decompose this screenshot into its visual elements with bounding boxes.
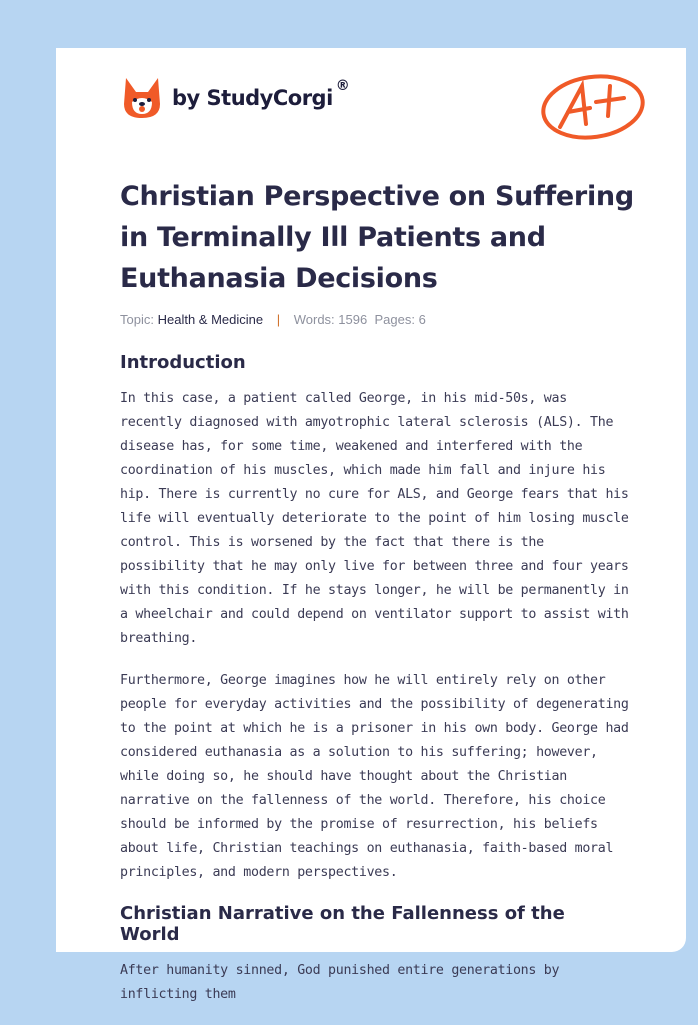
section-heading: Christian Narrative on the Fallenness of the World <box>120 903 565 945</box>
pages-label: Pages: <box>374 312 415 327</box>
essay-body <box>120 352 630 1025</box>
paragraph: In this case, a patient called George, in his mid-50s, was recently diagnosed with amyotrophic lateral sclerosis (ALS). The disease has, for some time, weakened and interfered with the coordination of his muscles, which made him fall and injure his hip. There is currently no cure for ALS, and George fears that his life will eventually deteriorate to the point of him losing muscle control. This is worsened by the fact that there is the possibility that he may only live for between three and four years with this condition. If he stays longer, he will be permanently in a wheelchair and could depend on ventilator support to assist with breathing. <box>120 391 629 646</box>
paragraph: After humanity sinned, God punished entire generations by inflicting them <box>120 963 560 1002</box>
section-heading: Introduction <box>120 352 246 373</box>
paragraph: Furthermore, George imagines how he will entirely rely on other people for everyday activities and the possibility of degenerating to the point at which he is a prisoner in his own body. George had considered euthanasia as a solution to his suffering; however, while doing so, he should have thought about the Christian narrative on the fallenness of the world. Therefore, his choice should be informed by the promise of resurrection, his beliefs about life, Christian teachings on euthanasia, faith-based moral principles, and modern perspectives. <box>120 673 629 880</box>
topic-link[interactable]: Health & Medicine <box>157 312 264 327</box>
brand-name <box>172 78 350 110</box>
brand-text: by StudyCorgi <box>172 86 333 110</box>
words-count: 1596 <box>338 312 368 327</box>
document-card <box>56 48 686 1002</box>
registered-mark: ® <box>335 78 350 94</box>
meta-separator: | <box>276 312 281 327</box>
studycorgi-logo[interactable] <box>122 76 349 120</box>
page-title: Christian Perspective on Suffering in Terminally Ill Patients and Euthanasia Decisions <box>120 181 634 294</box>
topic-label: Topic: <box>120 312 154 327</box>
words-label: Words: <box>293 312 335 327</box>
pages-count: 6 <box>418 312 426 327</box>
corgi-icon <box>122 76 162 120</box>
essay-meta <box>120 312 426 327</box>
a-plus-grade-icon <box>538 72 648 142</box>
